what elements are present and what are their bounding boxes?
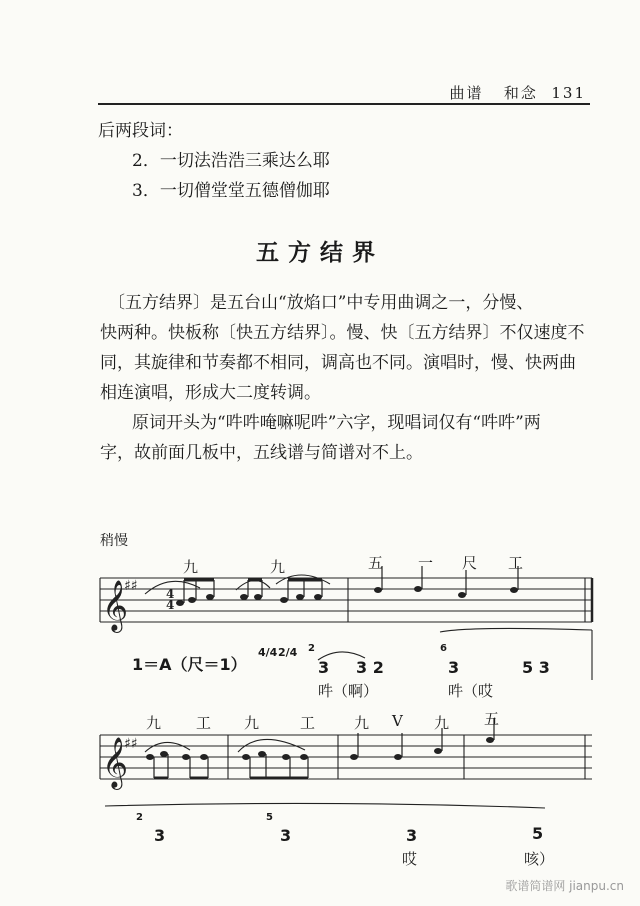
gongche-char: 九 <box>244 714 260 732</box>
watermark: 歌谱简谱网 jianpu.cn <box>505 879 624 893</box>
jianpu-note: 3 <box>406 826 418 845</box>
section-title: 五方结界 <box>256 239 384 266</box>
body-line: 原词开头为“吽吽唵嘛呢吽”六字，现唱词仅有“吽吽”两 <box>132 413 541 433</box>
svg-text:4: 4 <box>166 598 175 612</box>
gongche-char: 工 <box>196 714 212 732</box>
running-header: 曲谱 和念 131 <box>449 84 586 102</box>
verse-2: 2．一切法浩浩三乘达么耶 <box>132 151 330 171</box>
gongche-char: 工 <box>300 714 316 732</box>
jianpu-note: 3 <box>318 658 330 677</box>
jianpu-note: 3 2 <box>356 658 384 677</box>
lyric: 哎 <box>402 850 418 868</box>
gongche-char: 九 <box>270 558 286 576</box>
grace-note: 2 <box>136 812 143 823</box>
svg-text:𝄞: 𝄞 <box>102 737 129 788</box>
lyric: 咳） <box>524 850 555 868</box>
time-signature: 4/4 <box>258 646 278 659</box>
svg-text:♯♯: ♯♯ <box>124 736 138 752</box>
jianpu-note: 5 <box>532 824 544 843</box>
body-line: 字，故前面几板中，五线谱与简谱对不上。 <box>100 443 423 463</box>
intro-label: 后两段词： <box>98 121 183 141</box>
gongche-char: 工 <box>508 554 524 572</box>
gongche-char: 九 <box>183 558 199 576</box>
gongche-char: 尺 <box>462 554 478 572</box>
body-line: 〔五方结界〕是五台山“放焰口”中专用曲调之一，分慢、 <box>108 293 534 313</box>
svg-text:4: 4 <box>166 587 175 601</box>
svg-text:𝄞: 𝄞 <box>102 580 129 631</box>
grace-note: 6 <box>440 643 447 654</box>
gongche-char: 五 <box>484 710 500 728</box>
gongche-char: 五 <box>368 554 384 572</box>
key-signature: 1＝A（尺＝1） <box>132 655 247 674</box>
jianpu-note: 3 <box>154 826 166 845</box>
lyric: 吽（啊） <box>318 682 379 700</box>
lyric: 吽（哎 <box>448 682 494 700</box>
grace-note: 2 <box>308 643 315 654</box>
gongche-char: 一 <box>418 554 434 572</box>
verse-3: 3．一切僧堂堂五德僧伽耶 <box>132 181 330 201</box>
jianpu-note: 3 <box>280 826 292 845</box>
gongche-char: 九 <box>354 714 370 732</box>
jianpu-note: 5 3 <box>522 658 550 677</box>
tempo-marking: 稍慢 <box>100 533 128 549</box>
breath-mark: V <box>392 712 403 730</box>
gongche-char: 九 <box>434 714 450 732</box>
body-line: 相连演唱，形成大二度转调。 <box>100 383 321 403</box>
jianpu-note: 3 <box>448 658 460 677</box>
body-line: 快两种。快板称〔快五方结界〕。慢、快〔五方结界〕不仅速度不 <box>100 323 585 343</box>
gongche-char: 九 <box>146 714 162 732</box>
body-line: 同，其旋律和节奏都不相同，调高也不同。演唱时，慢、快两曲 <box>100 353 576 373</box>
svg-text:♯♯: ♯♯ <box>124 578 138 594</box>
grace-note: 5 <box>266 812 273 823</box>
time-signature: 2/4 <box>278 646 298 659</box>
